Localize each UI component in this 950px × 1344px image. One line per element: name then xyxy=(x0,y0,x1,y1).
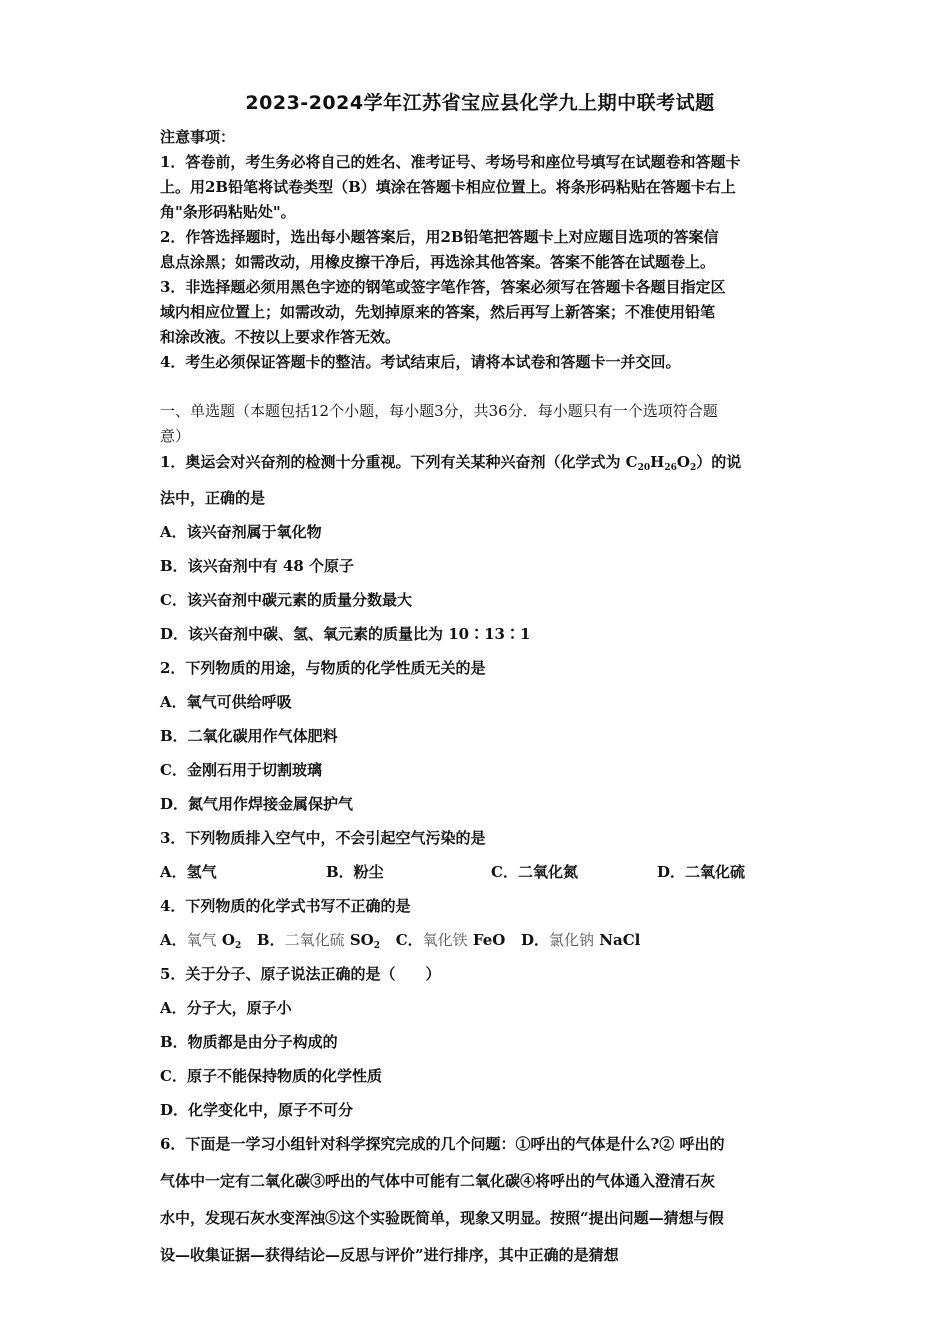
substance-name: 二氧化硫 xyxy=(284,931,345,949)
question-6-stem-cont: 水中，发现石灰水变浑浊⑤这个实验既简单，现象又明显。按照“提出问题—猜想与假 xyxy=(160,1209,724,1227)
formula-subscript: 2 xyxy=(234,941,242,951)
chemical-formula: FeO xyxy=(472,931,506,949)
option-label: C． xyxy=(395,931,423,949)
question-1-option-c: C．该兴奋剂中碳元素的质量分数最大 xyxy=(160,591,412,609)
question-1-stem-cont: 法中，正确的是 xyxy=(160,489,266,507)
question-3-option-d: D．二氧化硫 xyxy=(657,863,746,881)
notice-line: 4．考生必须保证答题卡的整洁。考试结束后，请将本试卷和答题卡一并交回。 xyxy=(160,353,681,371)
question-4-stem: 4．下列物质的化学式书写不正确的是 xyxy=(160,897,411,915)
question-5-option-d: D．化学变化中，原子不可分 xyxy=(160,1101,354,1119)
question-2-option-c: C．金刚石用于切割玻璃 xyxy=(160,761,322,779)
notice-line: 角"条形码粘贴处"。 xyxy=(160,203,296,221)
question-2-option-b: B．二氧化碳用作气体肥料 xyxy=(160,727,338,745)
question-2-option-a: A．氧气可供给呼吸 xyxy=(160,693,292,711)
question-6-stem-cont: 设—收集证据—获得结论—反思与评价”进行排序，其中正确的是猜想 xyxy=(160,1246,619,1264)
notice-line: 1．答卷前，考生务必将自己的姓名、准考证号、考场号和座位号填写在试题卷和答题卡 xyxy=(160,153,741,171)
notice-line: 息点涂黑；如需改动，用橡皮擦干净后，再选涂其他答案。答案不能答在试题卷上。 xyxy=(160,253,716,271)
question-4-option-d xyxy=(521,931,640,949)
notice-line: 3．非选择题必须用黑色字迹的钢笔或签字笔作答，答案必须写在答题卡各题目指定区 xyxy=(160,278,726,296)
notice-heading: 注意事项： xyxy=(160,128,236,146)
question-4-options xyxy=(160,930,640,950)
notice-line: 域内相应位置上；如需改动，先划掉原来的答案，然后再写上新答案；不准使用铅笔 xyxy=(160,303,716,321)
chemical-formula: NaCl xyxy=(599,931,641,949)
notice-line: 2．作答选择题时，选出每小题答案后，用2B铅笔把答题卡上对应题目选项的答案信 xyxy=(160,228,719,246)
question-5-option-c: C．原子不能保持物质的化学性质 xyxy=(160,1067,382,1085)
question-4-option-b xyxy=(257,931,380,949)
section-heading-cont: 意） xyxy=(160,427,191,445)
substance-name: 氯化钠 xyxy=(549,931,595,949)
question-4-option-a xyxy=(160,931,241,949)
chemical-formula: SO xyxy=(349,931,374,949)
question-1-option-b: B．该兴奋剂中有 48 个原子 xyxy=(160,557,354,575)
formula-element: O xyxy=(676,453,690,471)
notice-line: 上。用2B铅笔将试卷类型（B）填涂在答题卡相应位置上。将条形码粘贴在答题卡右上 xyxy=(160,178,736,196)
question-6-stem: 6．下面是一学习小组针对科学探究完成的几个问题：①呼出的气体是什么?② 呼出的 xyxy=(160,1135,725,1153)
formula-subscript: 20 xyxy=(637,463,651,473)
section-heading: 一、单选题（本题包括12个小题，每小题3分，共36分．每小题只有一个选项符合题 xyxy=(160,402,718,420)
question-5-option-a: A．分子大，原子小 xyxy=(160,999,292,1017)
question-3-option-a: A．氢气 xyxy=(160,863,217,881)
question-2-option-d: D．氮气用作焊接金属保护气 xyxy=(160,795,354,813)
question-5-stem: 5．关于分子、原子说法正确的是（ ） xyxy=(160,965,441,983)
q1-stem-part: ）的说 xyxy=(696,453,742,471)
question-1-stem xyxy=(160,452,741,472)
question-1-option-d: D．该兴奋剂中碳、氢、氧元素的质量比为 10∶13∶1 xyxy=(160,625,531,643)
question-5-option-b: B．物质都是由分子构成的 xyxy=(160,1033,338,1051)
question-3-stem: 3．下列物质排入空气中，不会引起空气污染的是 xyxy=(160,829,486,847)
question-4-option-c xyxy=(396,931,506,949)
substance-name: 氧气 xyxy=(186,931,217,949)
chemical-formula: O xyxy=(221,931,235,949)
q1-stem-part: 1．奥运会对兴奋剂的检测十分重视。下列有关某种兴奋剂（化学式为 C xyxy=(160,453,638,471)
formula-subscript: 26 xyxy=(664,463,677,473)
option-label: A． xyxy=(160,931,187,949)
option-label: B． xyxy=(256,931,285,949)
question-3-option-c: C．二氧化氮 xyxy=(491,863,578,881)
question-6-stem-cont: 气体中一定有二氧化碳③呼出的气体中可能有二氧化碳④将呼出的气体通入澄清石灰 xyxy=(160,1172,716,1190)
formula-subscript: 2 xyxy=(373,941,381,951)
option-label: D． xyxy=(521,931,550,949)
question-1-option-a: A．该兴奋剂属于氧化物 xyxy=(160,523,322,541)
substance-name: 氧化铁 xyxy=(422,931,468,949)
formula-subscript: 2 xyxy=(689,463,697,473)
question-2-stem: 2．下列物质的用途，与物质的化学性质无关的是 xyxy=(160,659,486,677)
question-3-option-b: B．粉尘 xyxy=(326,863,384,881)
page-title: 2023-2024学年江苏省宝应县化学九上期中联考试题 xyxy=(245,92,715,114)
formula-element: H xyxy=(650,453,665,471)
notice-line: 和涂改液。不按以上要求作答无效。 xyxy=(160,328,401,346)
